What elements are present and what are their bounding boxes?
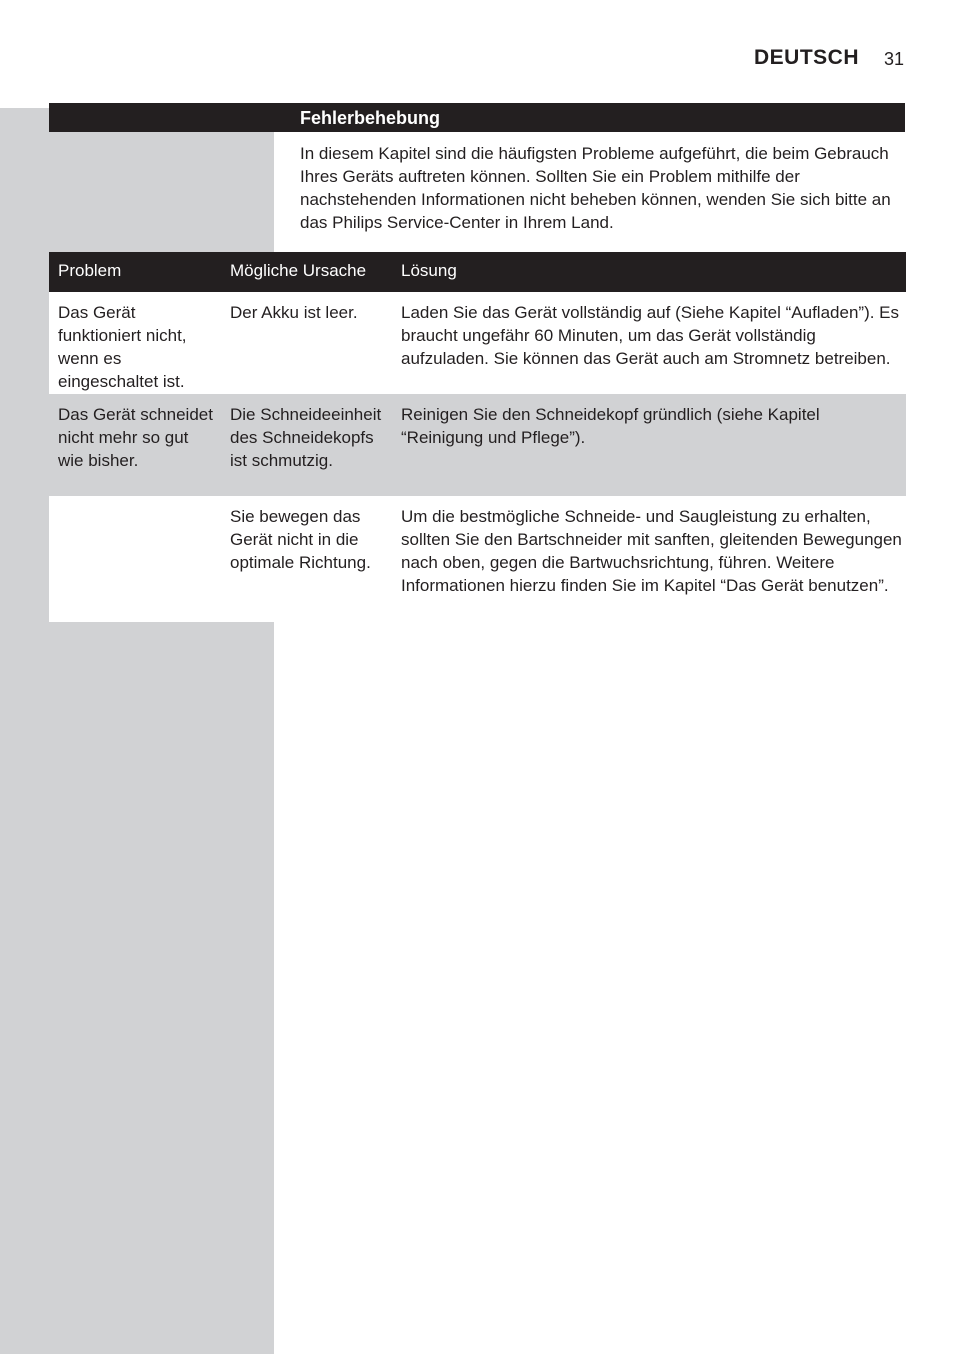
solution-cell: Laden Sie das Gerät vollständig auf (Siehe Kapitel “Aufladen”). Es braucht ungefähr 60 Minuten, um das Gerät vollständig aufzuladen. Sie können das Gerät auch am Stromnetz betreiben. [401,303,900,368]
table-row [49,292,906,394]
cause-cell: Sie bewegen das Gerät nicht in die optimale Richtung. [230,507,371,572]
table-row [49,496,906,622]
troubleshooting-table [49,252,906,622]
section-title: Fehlerbehebung [300,108,441,128]
table-row [49,394,906,496]
solution-cell: Um die bestmögliche Schneide- und Saugleistung zu erhalten, sollten Sie den Bartschneider mit sanften, gleitenden Bewegungen nach oben, gegen die Bartwuchsrichtung, führen. Weitere Informationen hierzu finden Sie im Kapitel “Das Gerät benutzen”. [401,507,902,595]
page-number: 31 [883,49,904,69]
intro-left-margin [49,132,274,250]
language-heading: DEUTSCH [753,46,859,69]
solution-cell: Reinigen Sie den Schneidekopf gründlich (siehe Kapitel “Reinigung und Pflege”). [401,405,820,447]
header-solution: Lösung [401,261,457,280]
problem-cell: Das Gerät schneidet nicht mehr so gut wie bisher. [58,405,213,470]
table-header-row [49,252,906,292]
cause-cell: Die Schneideeinheit des Schneidekopfs ist schmutzig. [230,405,382,470]
header-cause: Mögliche Ursache [230,261,367,280]
section-title-bar [49,103,905,132]
header-problem: Problem [58,261,122,280]
intro-paragraph: In diesem Kapitel sind die häufigsten Probleme aufgeführt, die beim Gebrauch Ihres Geräts auftreten können. Sollten Sie ein Problem mithilfe der nachstehenden Informationen nicht beheben können, wenden Sie sich bitte an das Philips Service-Center in Ihrem Land. [300,144,891,232]
cause-cell: Der Akku ist leer. [230,303,358,322]
problem-cell: Das Gerät funktioniert nicht, wenn es eingeschaltet ist. [58,303,187,391]
